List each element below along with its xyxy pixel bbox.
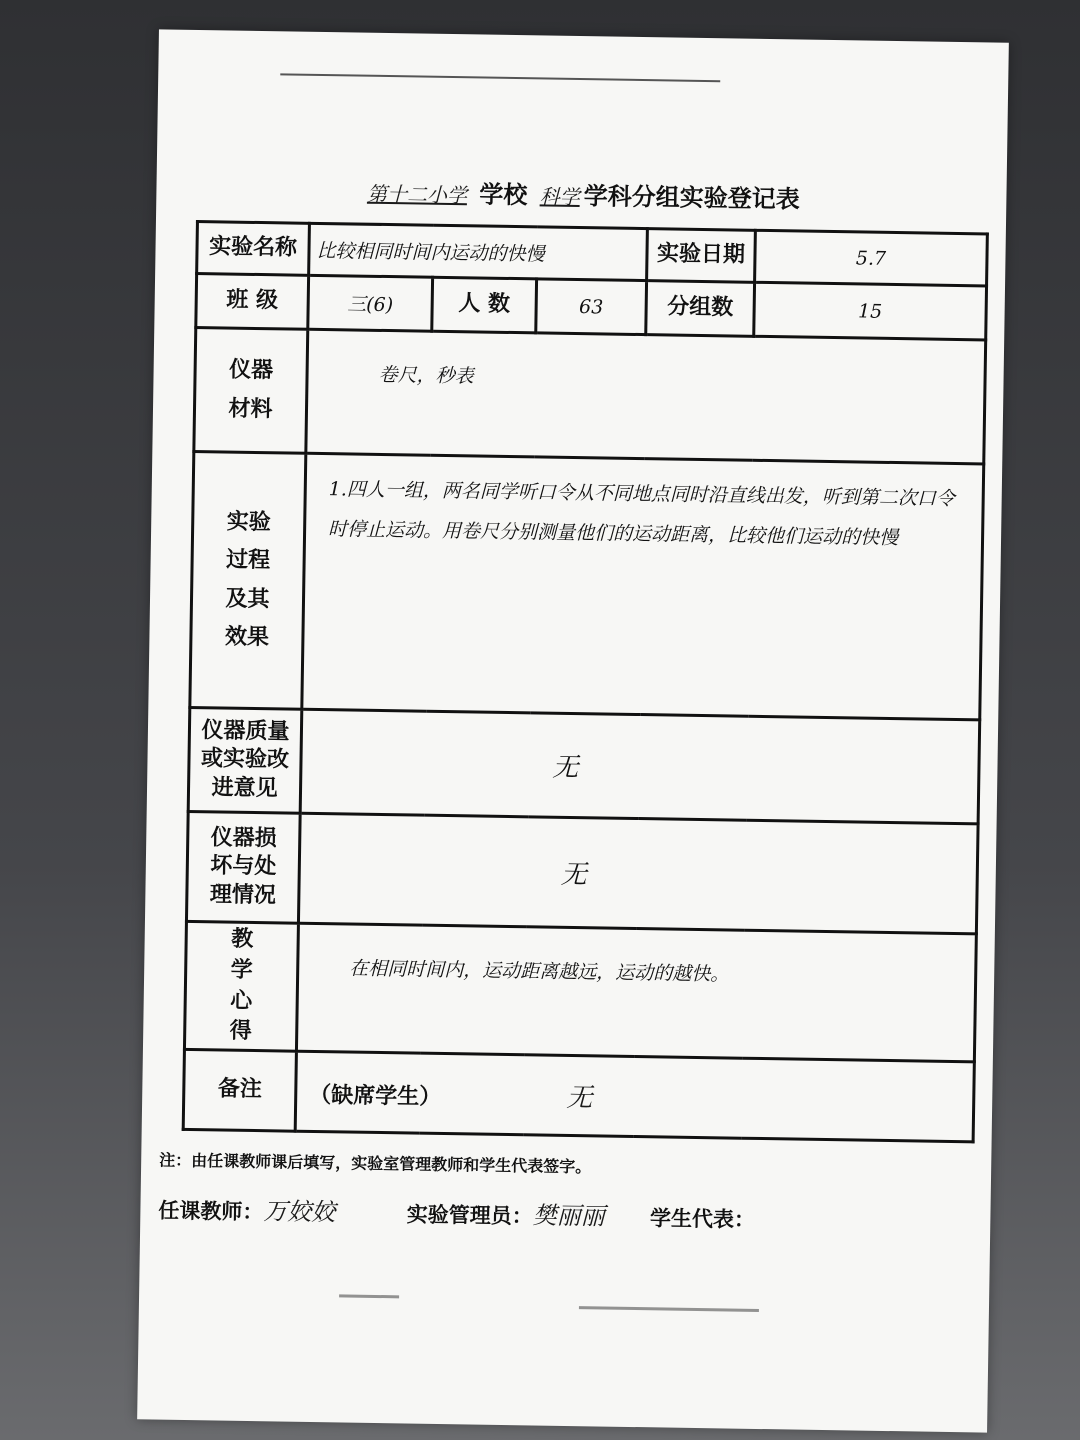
print-smudge xyxy=(339,1294,399,1298)
experiment-record-table xyxy=(182,220,989,1143)
row-remarks xyxy=(183,1049,974,1141)
process-value: 1.四人一组，两名同学听口令从不同地点同时沿直线出发，听到第二次口令时停止运动。用卷尺分别测量他们的运动距离，比较他们运动的快慢 xyxy=(302,453,984,720)
people-value: 63 xyxy=(536,279,647,335)
footer-note: 注：由任课教师课后填写，实验室管理教师和学生代表签字。 xyxy=(159,1150,592,1177)
student-rep-label: 学生代表： xyxy=(649,1206,756,1232)
quality-value: 无 xyxy=(300,709,980,824)
equipment-label: 仪器材料 xyxy=(194,328,308,454)
admin-signature: 樊丽丽 xyxy=(532,1201,605,1231)
quality-label: 仪器质量或实验改进意见 xyxy=(188,707,302,813)
form-title xyxy=(156,169,1006,217)
row-teaching xyxy=(184,921,976,1061)
remarks-value-cell xyxy=(295,1051,974,1142)
teaching-value: 在相同时间内，运动距离越远，运动的越快。 xyxy=(296,923,976,1062)
equipment-value: 卷尺，秒表 xyxy=(306,329,986,464)
school-label: 学校 xyxy=(479,180,528,210)
damage-value: 无 xyxy=(298,813,978,934)
form-paper xyxy=(137,29,1009,1432)
row-process xyxy=(190,452,984,720)
school-name-handwritten: 第十二小学 xyxy=(366,181,468,208)
teaching-label: 教学心得 xyxy=(184,921,298,1051)
experiment-name-label: 实验名称 xyxy=(197,222,310,276)
row-quality xyxy=(188,707,980,823)
teacher-label: 任课教师： xyxy=(158,1198,264,1225)
remarks-label: 备注 xyxy=(183,1049,296,1131)
groups-value: 15 xyxy=(754,282,987,340)
damage-label: 仪器损坏与处理情况 xyxy=(186,811,300,923)
absent-students-label: （缺席学生） xyxy=(309,1082,442,1110)
title-rest: 学科分组实验登记表 xyxy=(583,182,800,214)
row-equipment xyxy=(194,328,986,464)
experiment-date-label: 实验日期 xyxy=(647,229,756,283)
admin-label: 实验管理员： xyxy=(406,1202,533,1229)
process-label: 实验过程及其效果 xyxy=(190,452,306,710)
class-value: 三(6) xyxy=(308,275,433,331)
subject-handwritten: 科学 xyxy=(539,184,580,210)
experiment-name-value: 比较相同时间内运动的快慢 xyxy=(309,223,648,280)
experiment-date-value: 5.7 xyxy=(755,230,988,286)
top-rule xyxy=(280,73,720,82)
class-label: 班 级 xyxy=(196,274,309,330)
groups-label: 分组数 xyxy=(646,281,755,337)
absent-students-value: 无 xyxy=(566,1082,593,1114)
people-label: 人 数 xyxy=(432,277,537,333)
teacher-signature: 万姣姣 xyxy=(263,1197,336,1227)
print-smudge xyxy=(579,1306,759,1312)
signature-row xyxy=(158,1190,958,1238)
row-damage xyxy=(186,811,978,933)
